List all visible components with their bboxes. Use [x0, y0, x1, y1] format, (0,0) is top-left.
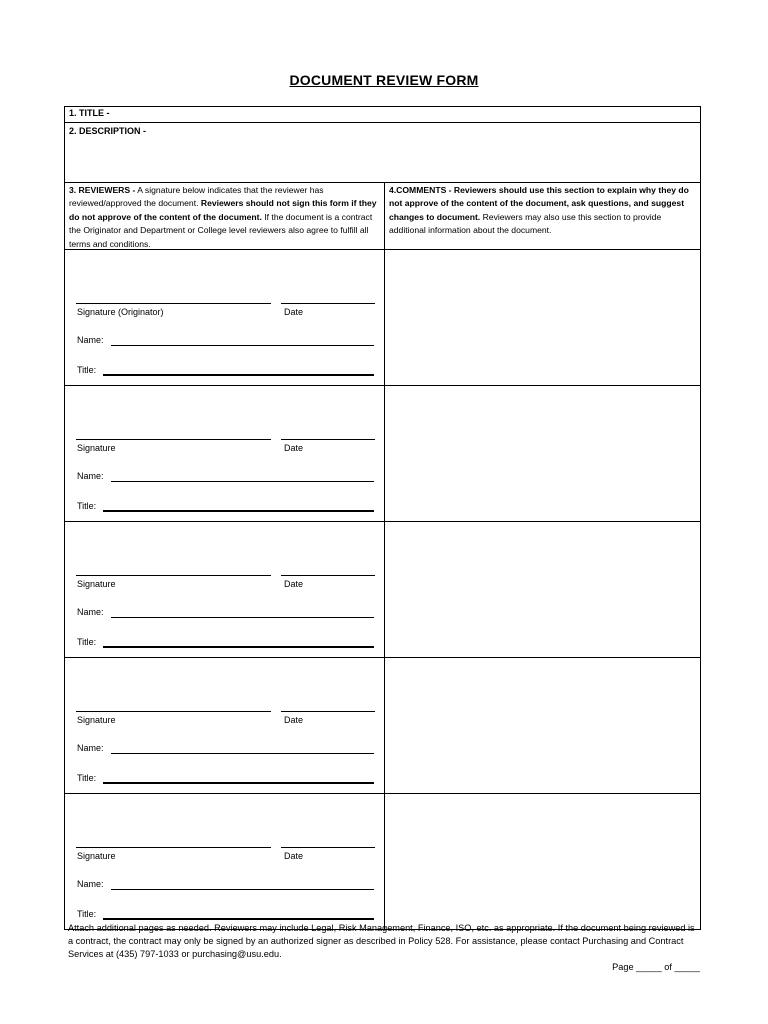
- signature-label: Signature: [77, 715, 116, 725]
- title-line[interactable]: [103, 646, 374, 648]
- signature-cell: [65, 386, 385, 521]
- reviewers-text-1: A signature below indicates that the reviewer has reviewed/approved the document.: [69, 185, 324, 209]
- reviewer-blocks: [65, 250, 700, 929]
- title-line[interactable]: [103, 374, 374, 376]
- reviewers-heading: 3. REVIEWERS -: [69, 185, 136, 195]
- comments-cell[interactable]: [385, 794, 700, 929]
- name-label: Name:: [77, 743, 104, 753]
- footer-note: Attach additional pages as needed. Reviewers may include Legal, Risk Management, Finance, ISO, etc. as appropriate. If the document being reviewed is a contract, the contract may only be signed by an authorized signer as described in Policy 528. For assistance, please contact Purchasing and Contract Services at (435) 797-1033 or purchasing@usu.edu.: [68, 923, 695, 959]
- signature-label: Signature: [77, 443, 116, 453]
- description-field[interactable]: [65, 123, 700, 183]
- reviewer-block: [65, 658, 700, 794]
- page-number: Page _____ of _____: [612, 962, 700, 972]
- review-form: [64, 106, 701, 930]
- description-label: 2. DESCRIPTION -: [69, 126, 147, 136]
- reviewers-warning: Reviewers should not sign this form if they do not approve of the content of the document.: [69, 198, 377, 222]
- title-label: Title:: [77, 909, 97, 919]
- signature-label: Signature (Originator): [77, 307, 164, 317]
- date-label: Date: [284, 851, 304, 861]
- date-line[interactable]: [281, 847, 375, 848]
- name-label: Name:: [77, 335, 104, 345]
- title-label: Title:: [77, 637, 97, 647]
- form-title: DOCUMENT REVIEW FORM: [289, 72, 479, 88]
- title-line[interactable]: [103, 510, 374, 512]
- reviewer-block: [65, 250, 700, 386]
- comments-cell[interactable]: [385, 250, 700, 385]
- name-line[interactable]: [111, 481, 374, 482]
- name-label: Name:: [77, 879, 104, 889]
- comments-text: Reviewers may also use this section to provide additional information about the document.: [389, 211, 662, 236]
- title-line[interactable]: [103, 918, 374, 920]
- comments-cell[interactable]: [385, 386, 700, 521]
- signature-line[interactable]: [76, 303, 271, 304]
- signature-line[interactable]: [76, 575, 271, 576]
- signature-label: Signature: [77, 851, 116, 861]
- name-label: Name:: [77, 471, 104, 481]
- signature-cell: [65, 794, 385, 929]
- name-line[interactable]: [111, 617, 374, 618]
- date-line[interactable]: [281, 711, 375, 712]
- reviewer-block: [65, 386, 700, 522]
- signature-label: Signature: [77, 579, 116, 589]
- section-headers: [65, 183, 700, 250]
- date-label: Date: [284, 307, 304, 317]
- date-line[interactable]: [281, 439, 375, 440]
- comments-heading: 4.COMMENTS - Reviewers should use this section to explain why they do not approve of the content of the document, ask questions, and suggest changes to document.: [389, 185, 689, 222]
- title-label: 1. TITLE -: [69, 108, 110, 118]
- reviewers-text-2: If the document is a contract the Originator and Department or College level reviewers also agree to fulfill all terms and conditions.: [69, 211, 373, 249]
- signature-line[interactable]: [76, 711, 271, 712]
- title-line[interactable]: [103, 782, 374, 784]
- title-label: Title:: [77, 501, 97, 511]
- date-line[interactable]: [281, 303, 375, 304]
- comments-cell[interactable]: [385, 658, 700, 793]
- title-label: Title:: [77, 773, 97, 783]
- date-label: Date: [284, 443, 304, 453]
- reviewers-instructions: [65, 183, 385, 249]
- name-label: Name:: [77, 607, 104, 617]
- name-line[interactable]: [111, 345, 374, 346]
- date-line[interactable]: [281, 575, 375, 576]
- signature-cell: [65, 522, 385, 657]
- date-label: Date: [284, 715, 304, 725]
- name-line[interactable]: [111, 889, 374, 890]
- title-field[interactable]: [65, 107, 700, 123]
- reviewer-block: [65, 794, 700, 929]
- signature-line[interactable]: [76, 847, 271, 848]
- comments-cell[interactable]: [385, 522, 700, 657]
- signature-cell: [65, 658, 385, 793]
- signature-line[interactable]: [76, 439, 271, 440]
- date-label: Date: [284, 579, 304, 589]
- title-label: Title:: [77, 365, 97, 375]
- name-line[interactable]: [111, 753, 374, 754]
- signature-cell: [65, 250, 385, 385]
- comments-instructions: [385, 183, 700, 249]
- reviewer-block: [65, 522, 700, 658]
